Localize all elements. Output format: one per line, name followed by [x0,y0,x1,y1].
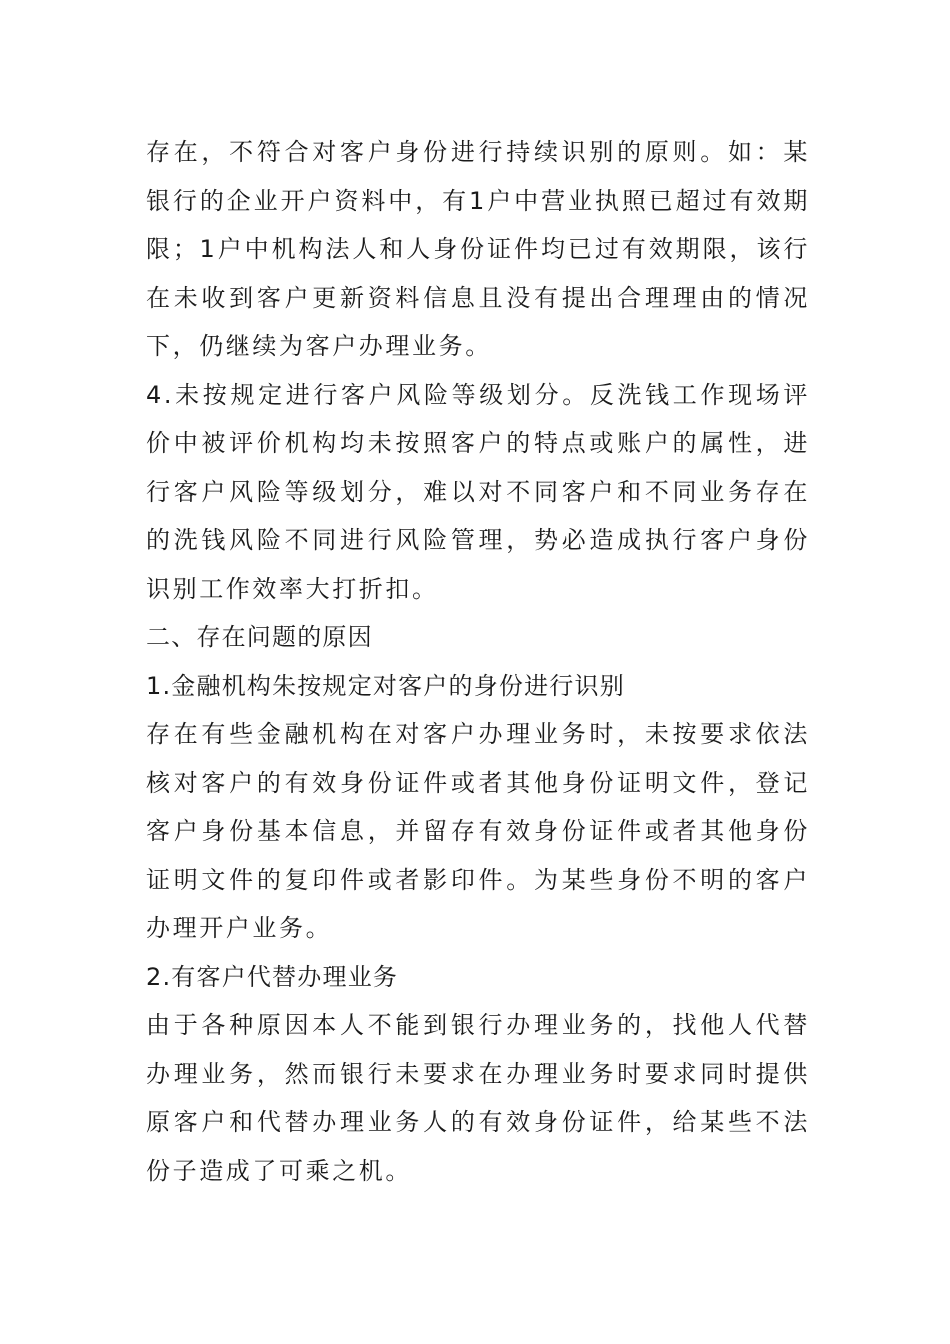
section-heading-causes: 二、存在问题的原因 [146,623,373,651]
paragraph-identification: 存在有些金融机构在对客户办理业务时，未按要求依法核对客户的有效身份证件或者其他身份证明文件，登记客户身份基本信息，并留存有效身份证件或者其他身份证明文件的复印件或者影印件。为某些身份不明的客户办理开户业务。 [146,720,810,942]
subheading-proxy: 2.有客户代替办理业务 [146,962,399,991]
paragraph-continuation: 存在，不符合对客户身份进行持续识别的原则。如：某银行的企业开户资料中，有1户中营业执照已超过有效期限；1户中机构法人和人身份证件均已过有效期限，该行在未收到客户更新资料信息且没有提出合理理由的情况下，仍继续为客户办理业务。 [146,138,810,360]
subheading-identification: 1.金融机构朱按规定对客户的身份进行识别 [146,671,625,700]
paragraph-proxy: 由于各种原因本人不能到银行办理业务的，找他人代替办理业务，然而银行未要求在办理业务时要求同时提供原客户和代替办理业务人的有效身份证件，给某些不法份子造成了可乘之机。 [146,1011,810,1185]
paragraph-risk-classification: 4.未按规定进行客户风险等级划分。反洗钱工作现场评价中被评价机构均未按照客户的特点或账户的属性，进行客户风险等级划分，难以对不同客户和不同业务存在的洗钱风险不同进行风险管理，势必造成执行客户身份识别工作效率大打折扣。 [146,380,810,603]
document-body [146,128,810,1195]
